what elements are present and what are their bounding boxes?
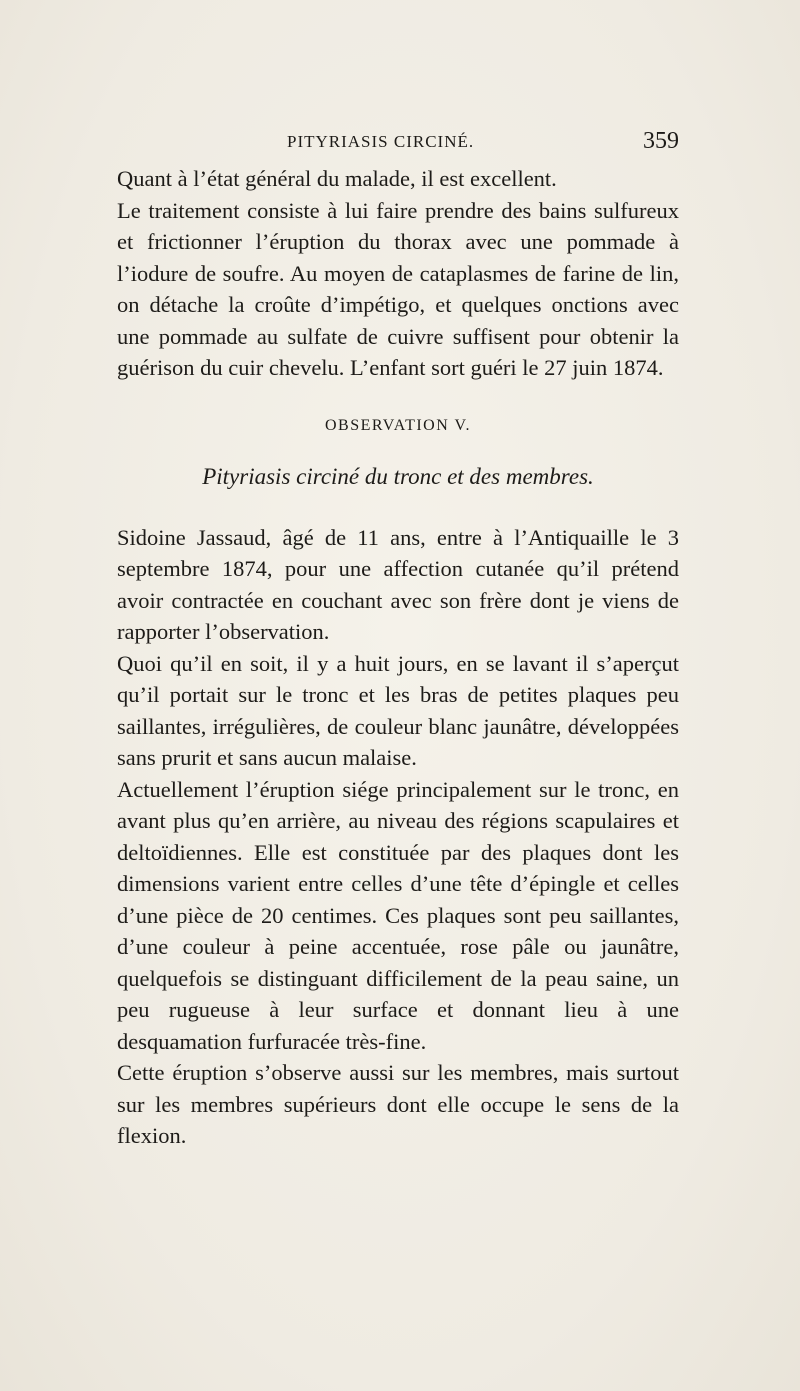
observation-title: Pityriasis circiné du tronc et des membres. — [202, 463, 594, 489]
body-text — [117, 163, 679, 1152]
paragraph-limbs: Cette éruption s’observe aussi sur les membres, mais surtout sur les membres supérieurs dont elle occupe le sens de la flexion. — [117, 1060, 679, 1148]
paragraph-admission: Sidoine Jassaud, âgé de 11 ans, entre à l’Antiquaille le 3 septembre 1874, pour une affection cutanée qu’il prétend avoir contractée en couchant avec son frère dont je viens de rapporter l’observation. — [117, 524, 679, 644]
running-head — [117, 128, 679, 160]
paragraph-treatment: Le traitement consiste à lui faire prendre des bains sulfureux et frictionner l’éruption du thorax avec une pommade à l’iodure de soufre. Au moyen de cataplasmes de farine de lin, on détache la croûte d’impétigo, et quelques onctions avec une pommade au sulfate de cuivre suffisent pour obtenir la guérison du cuir chevelu. L’enfant sort guéri le 27 juin 1874. — [117, 197, 679, 380]
page-number: 359 — [643, 128, 679, 154]
paragraph-current-state: Actuellement l’éruption siége principalement sur le tronc, en avant plus qu’en arrière, au niveau des régions scapulaires et deltoïdiennes. Elle est constituée par des plaques dont les dimensions varient entre celles d’une tête d’épingle et celles d’une pièce de 20 centimes. Ces plaques sont peu saillantes, d’une couleur à peine accentuée, rose pâle ou jaunâtre, quelquefois se distinguant difficilement de la peau saine, un peu rugueuse à leur surface et donnant lieu à une desquamation furfuracée très-fine. — [117, 776, 679, 1054]
paragraph-onset: Quoi qu’il en soit, il y a huit jours, en se lavant il s’aperçut qu’il portait sur le tronc et les bras de petites plaques peu saillantes, irrégulières, de couleur blanc jaunâtre, développées sans prurit et sans aucun malaise. — [117, 650, 679, 770]
observation-heading: OBSERVATION V. — [325, 416, 471, 434]
paragraph-general-state: Quant à l’état général du malade, il est excellent. — [117, 166, 557, 191]
running-title: PITYRIASIS CIRCINÉ. — [287, 132, 475, 151]
